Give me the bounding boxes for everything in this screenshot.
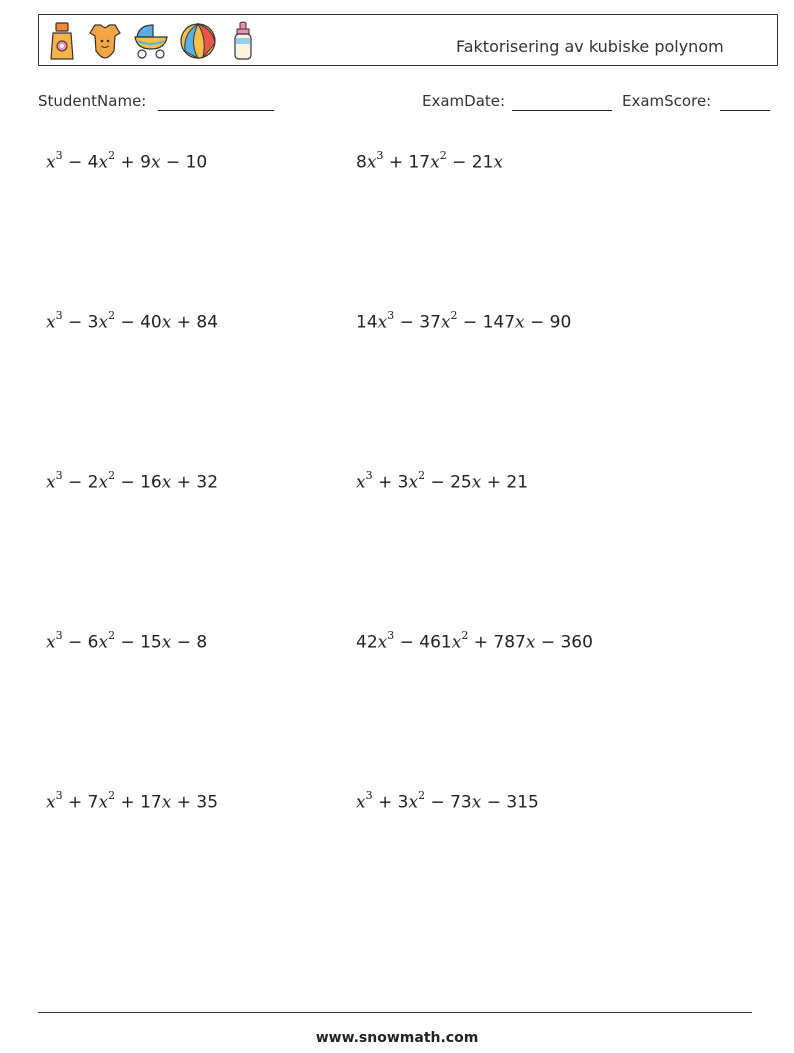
polynomial-problem: $x^3 - 3x^2 - 40x + 84$ xyxy=(46,309,219,333)
exam-score-label: ExamScore: xyxy=(622,92,712,110)
exam-date-label: ExamDate: xyxy=(422,92,506,110)
baby-stroller-icon xyxy=(133,21,169,61)
polynomial-problem: $x^3 - 6x^2 - 15x - 8$ xyxy=(46,629,208,653)
polynomial-problem: $42x^3 - 461x^2 + 787x - 360$ xyxy=(356,629,593,653)
student-info-row xyxy=(0,92,794,116)
polynomial-problem: $8x^3 + 17x^2 - 21x$ xyxy=(356,149,503,173)
beach-ball-icon xyxy=(179,21,217,61)
polynomial-problem: $x^3 + 7x^2 + 17x + 35$ xyxy=(46,789,219,813)
exam-score-blank[interactable] xyxy=(720,110,770,111)
sunscreen-bottle-icon xyxy=(49,21,75,61)
footer-rule xyxy=(38,1012,752,1013)
baby-bottle-icon xyxy=(231,21,255,61)
student-name-blank[interactable] xyxy=(158,110,274,111)
exam-date-blank[interactable] xyxy=(512,110,612,111)
worksheet-title: Faktorisering av kubiske polynom xyxy=(456,37,724,56)
baby-onesie-icon xyxy=(89,21,121,61)
student-name-label: StudentName: xyxy=(38,92,147,110)
polynomial-problem: $14x^3 - 37x^2 - 147x - 90$ xyxy=(356,309,572,333)
polynomial-problem: $x^3 + 3x^2 - 25x + 21$ xyxy=(356,469,529,493)
polynomial-problem: $x^3 - 4x^2 + 9x - 10$ xyxy=(46,149,208,173)
footer-url: www.snowmath.com xyxy=(315,1030,479,1046)
polynomial-problem: $x^3 - 2x^2 - 16x + 32$ xyxy=(46,469,219,493)
polynomial-problem: $x^3 + 3x^2 - 73x - 315$ xyxy=(356,789,539,813)
worksheet-header xyxy=(38,14,778,66)
